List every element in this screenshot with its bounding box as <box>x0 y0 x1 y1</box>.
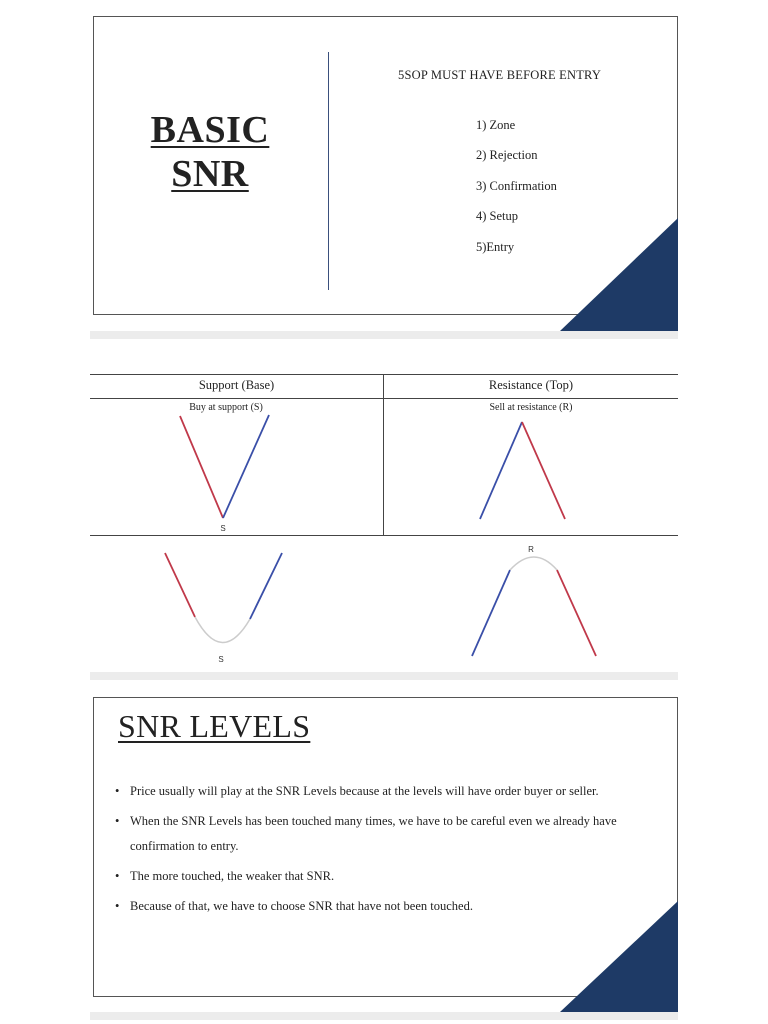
sop-heading: 5SOP MUST HAVE BEFORE ENTRY <box>398 68 602 82</box>
slide-shadow <box>90 331 678 339</box>
support-falling-line <box>180 416 223 518</box>
sop-item: 2) Rejection <box>476 148 538 162</box>
support-u-falling-line <box>165 553 195 617</box>
support-v-diagram <box>170 410 280 535</box>
resistance-subheader: Sell at resistance (R) <box>489 402 573 413</box>
bullet-item: • When the SNR Levels has been touched many times, we have to be careful even we already have confirmation to entry. <box>115 809 635 859</box>
resistance-arch-diagram <box>460 540 610 665</box>
resistance-falling-line <box>522 422 565 519</box>
bullet-item: • The more touched, the weaker that SNR. <box>115 864 635 889</box>
resistance-header: Resistance (Top) <box>488 378 574 392</box>
bullet-item: • Price usually will play at the SNR Levels because at the levels will have order buyer or seller. <box>115 779 635 804</box>
sop-item: 4) Setup <box>476 209 519 223</box>
support-u-rising-line <box>250 553 282 619</box>
slide-shadow <box>90 1012 678 1020</box>
table-row-border <box>90 535 678 536</box>
corner-triangle-decoration <box>560 218 678 331</box>
support-u-point-label: S <box>218 655 224 664</box>
slide-shadow <box>90 672 678 680</box>
resistance-arch-falling-line <box>557 570 596 656</box>
support-subheader: Buy at support (S) <box>189 402 263 413</box>
resistance-arch-rising-line <box>472 570 510 656</box>
table-header-border <box>90 398 678 399</box>
bullet-item: • Because of that, we have to choose SNR that have not been touched. <box>115 894 635 919</box>
resistance-v-diagram <box>470 410 580 525</box>
table-column-divider <box>383 374 384 535</box>
snr-levels-bullets <box>115 779 635 924</box>
title-basic: BASIC <box>150 109 270 151</box>
support-u-diagram <box>155 545 295 670</box>
vertical-divider <box>328 52 329 290</box>
sop-item: 5)Entry <box>476 240 515 254</box>
support-point-label: S <box>220 524 226 533</box>
corner-triangle-decoration <box>560 901 678 1012</box>
support-u-curve <box>195 617 250 643</box>
support-rising-line <box>223 415 269 518</box>
resistance-arch-curve <box>510 557 557 570</box>
sop-item: 3) Confirmation <box>476 179 557 193</box>
resistance-rising-line <box>480 422 522 519</box>
support-header: Support (Base) <box>198 378 275 392</box>
title-snr: SNR <box>171 153 249 195</box>
snr-levels-title: SNR LEVELS <box>118 708 311 744</box>
resistance-point-label: R <box>528 545 534 554</box>
table-border-top <box>90 374 678 375</box>
sop-item: 1) Zone <box>476 118 516 132</box>
